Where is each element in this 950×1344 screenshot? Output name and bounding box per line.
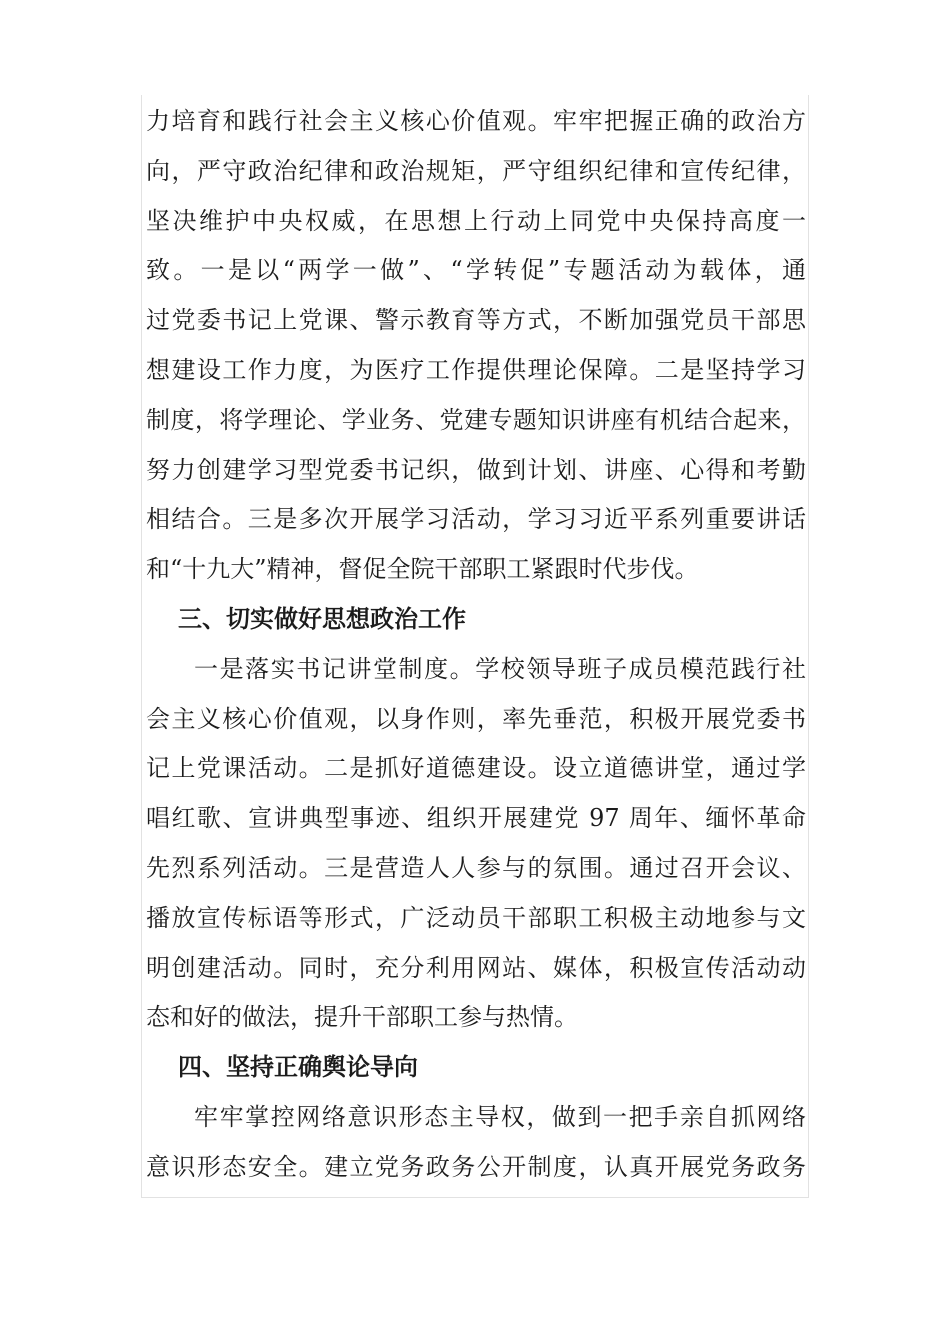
text-line: 致。一是以“两学一做”、“学转促”专题活动为载体，通 <box>146 256 806 285</box>
paragraph-core-values <box>146 97 806 595</box>
text-line: 制度，将学理论、学业务、党建专题知识讲座有机结合起来， <box>146 405 806 434</box>
text-line: 力培育和践行社会主义核心价值观。牢牢把握正确的政治方 <box>146 107 806 135</box>
text-line: 播放宣传标语等形式，广泛动员干部职工积极主动地参与文 <box>146 903 806 932</box>
text-line: 意识形态安全。建立党务政务公开制度，认真开展党务政务 <box>146 1152 806 1181</box>
section-heading: 四、坚持正确舆论导向 <box>178 1053 418 1082</box>
text-line: 明创建活动。同时，充分利用网站、媒体，积极宣传活动动 <box>146 953 806 982</box>
text-line: 想建设工作力度，为医疗工作提供理论保障。二是坚持学习 <box>146 355 806 384</box>
text-line: 记上党课活动。二是抓好道德建设。设立道德讲堂，通过学 <box>146 754 806 783</box>
text-line: 向，严守政治纪律和政治规矩，严守组织纪律和宣传纪律， <box>146 156 806 185</box>
text-line: 努力创建学习型党委书记织，做到计划、讲座、心得和考勤 <box>146 455 806 484</box>
text-line: 唱红歌、宣讲典型事迹、组织开展建党 97 周年、缅怀革命 <box>146 804 806 833</box>
text-line: 相结合。三是多次开展学习活动，学习习近平系列重要讲话 <box>146 505 806 534</box>
text-line: 坚决维护中央权威，在思想上行动上同党中央保持高度一 <box>146 206 806 235</box>
text-line: 一是落实书记讲堂制度。学校领导班子成员模范践行社 <box>194 654 806 683</box>
section-heading: 三、切实做好思想政治工作 <box>178 604 466 633</box>
paragraph-political-work <box>146 645 806 1043</box>
text-line: 牢牢掌控网络意识形态主导权，做到一把手亲自抓网络 <box>194 1102 806 1131</box>
text-line: 和“十九大”精神，督促全院干部职工紧跟时代步伐。 <box>146 555 699 584</box>
document-body <box>146 97 806 1193</box>
text-line: 过党委书记上党课、警示教育等方式，不断加强党员干部思 <box>146 306 806 335</box>
paragraph-public-opinion <box>146 1093 806 1193</box>
text-line: 先烈系列活动。三是营造人人参与的氛围。通过召开会议、 <box>146 853 806 882</box>
text-line: 态和好的做法，提升干部职工参与热情。 <box>146 1003 578 1032</box>
text-line: 会主义核心价值观，以身作则，率先垂范，积极开展党委书 <box>146 704 806 733</box>
